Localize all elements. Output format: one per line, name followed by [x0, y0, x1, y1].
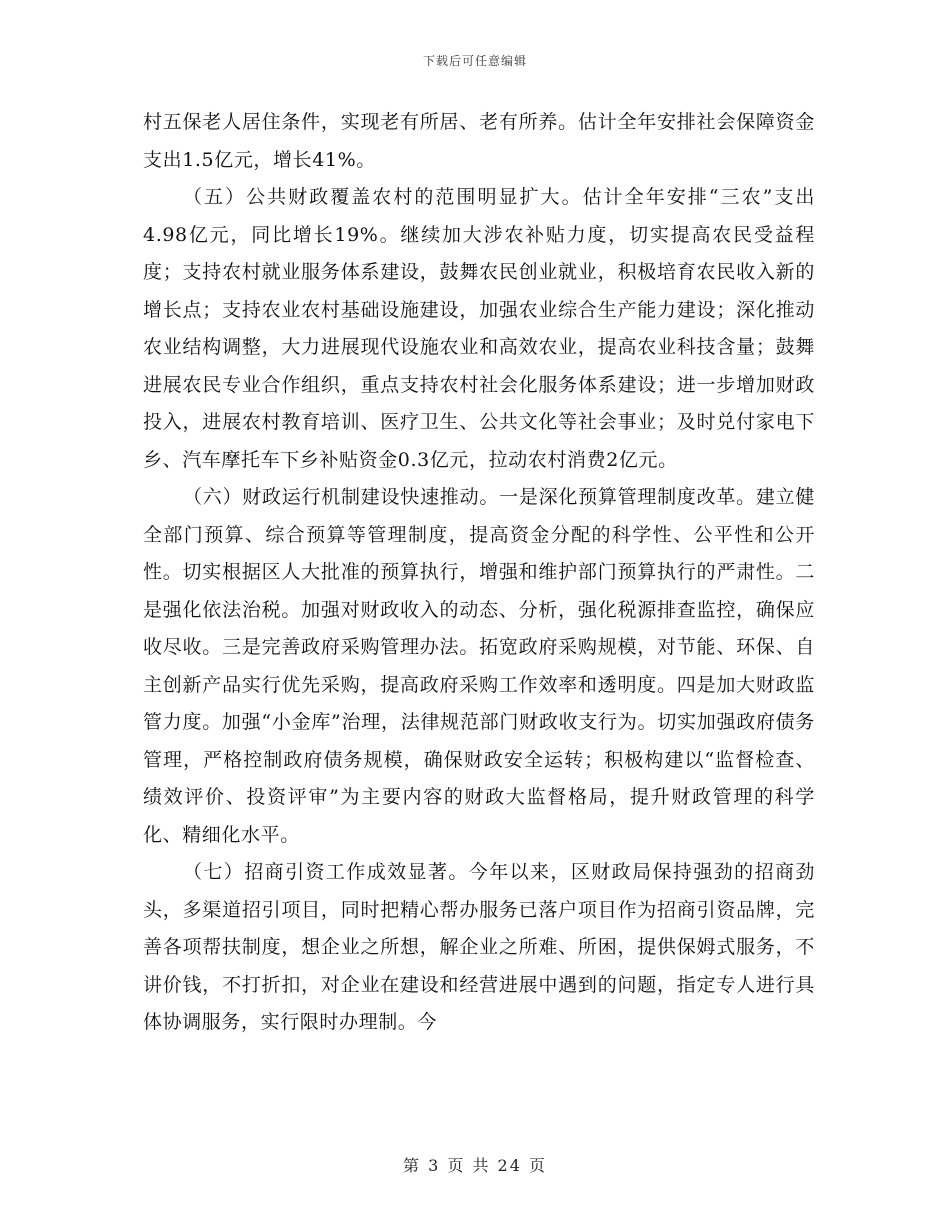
paragraph-section-7: （七）招商引资工作成效显著。今年以来，区财政局保持强劲的招商劲头，多渠道招引项目，同时把精心帮办服务已落户项目作为招商引资品牌，完善各项帮扶制度，想企业之所想，解企业之所难、所困，提供保姆式服务，不讲价钱，不打折扣，对企业在建设和经营进展中遇到的问题，指定专人进行具体协调服务，实行限时办理制。今: [143, 861, 815, 1033]
page-header: 下载后可任意编辑: [422, 54, 527, 68]
paragraph-continuation: 村五保老人居住条件，实现老有所居、老有所养。估计全年安排社会保障资金支出1.5亿元，增长41%。: [143, 111, 815, 171]
paragraph-section-6: （六）财政运行机制建设快速推动。一是深化预算管理制度改革。建立健全部门预算、综合预算等管理制度，提高资金分配的科学性、公平性和公开性。切实根据区人大批准的预算执行，增强和维护部门预算执行的严肃性。二是强化依法治税。加强对财政收入的动态、分析，强化税源排查监控，确保应收尽收。三是完善政府采购管理办法。拓宽政府采购规模，对节能、环保、自主创新产品实行优先采购，提高政府采购工作效率和透明度。四是加大财政监管力度。加强“小金库”治理，法律规范部门财政收支行为。切实加强政府债务管理，严格控制政府债务规模，确保财政安全运转；积极构建以“监督检查、绩效评价、投资评审”为主要内容的财政大监督格局，提升财政管理的科学化、精细化水平。: [143, 486, 815, 846]
page-number-footer: 第 3 页 共 24 页: [403, 1156, 547, 1175]
document-body: [143, 104, 815, 1042]
paragraph-section-5: （五）公共财政覆盖农村的范围明显扩大。估计全年安排“三农”支出4.98亿元，同比增长19%。继续加大涉农补贴力度，切实提高农民受益程度；支持农村就业服务体系建设，鼓舞农民创业就业，积极培育农民收入新的增长点；支持农业农村基础设施建设，加强农业综合生产能力建设；深化推动农业结构调整，大力进展现代设施农业和高效农业，提高农业科技含量；鼓舞进展农民专业合作组织，重点支持农村社会化服务体系建设；进一步增加财政投入，进展农村教育培训、医疗卫生、公共文化等社会事业；及时兑付家电下乡、汽车摩托车下乡补贴资金0.3亿元，拉动农村消费2亿元。: [143, 186, 815, 471]
